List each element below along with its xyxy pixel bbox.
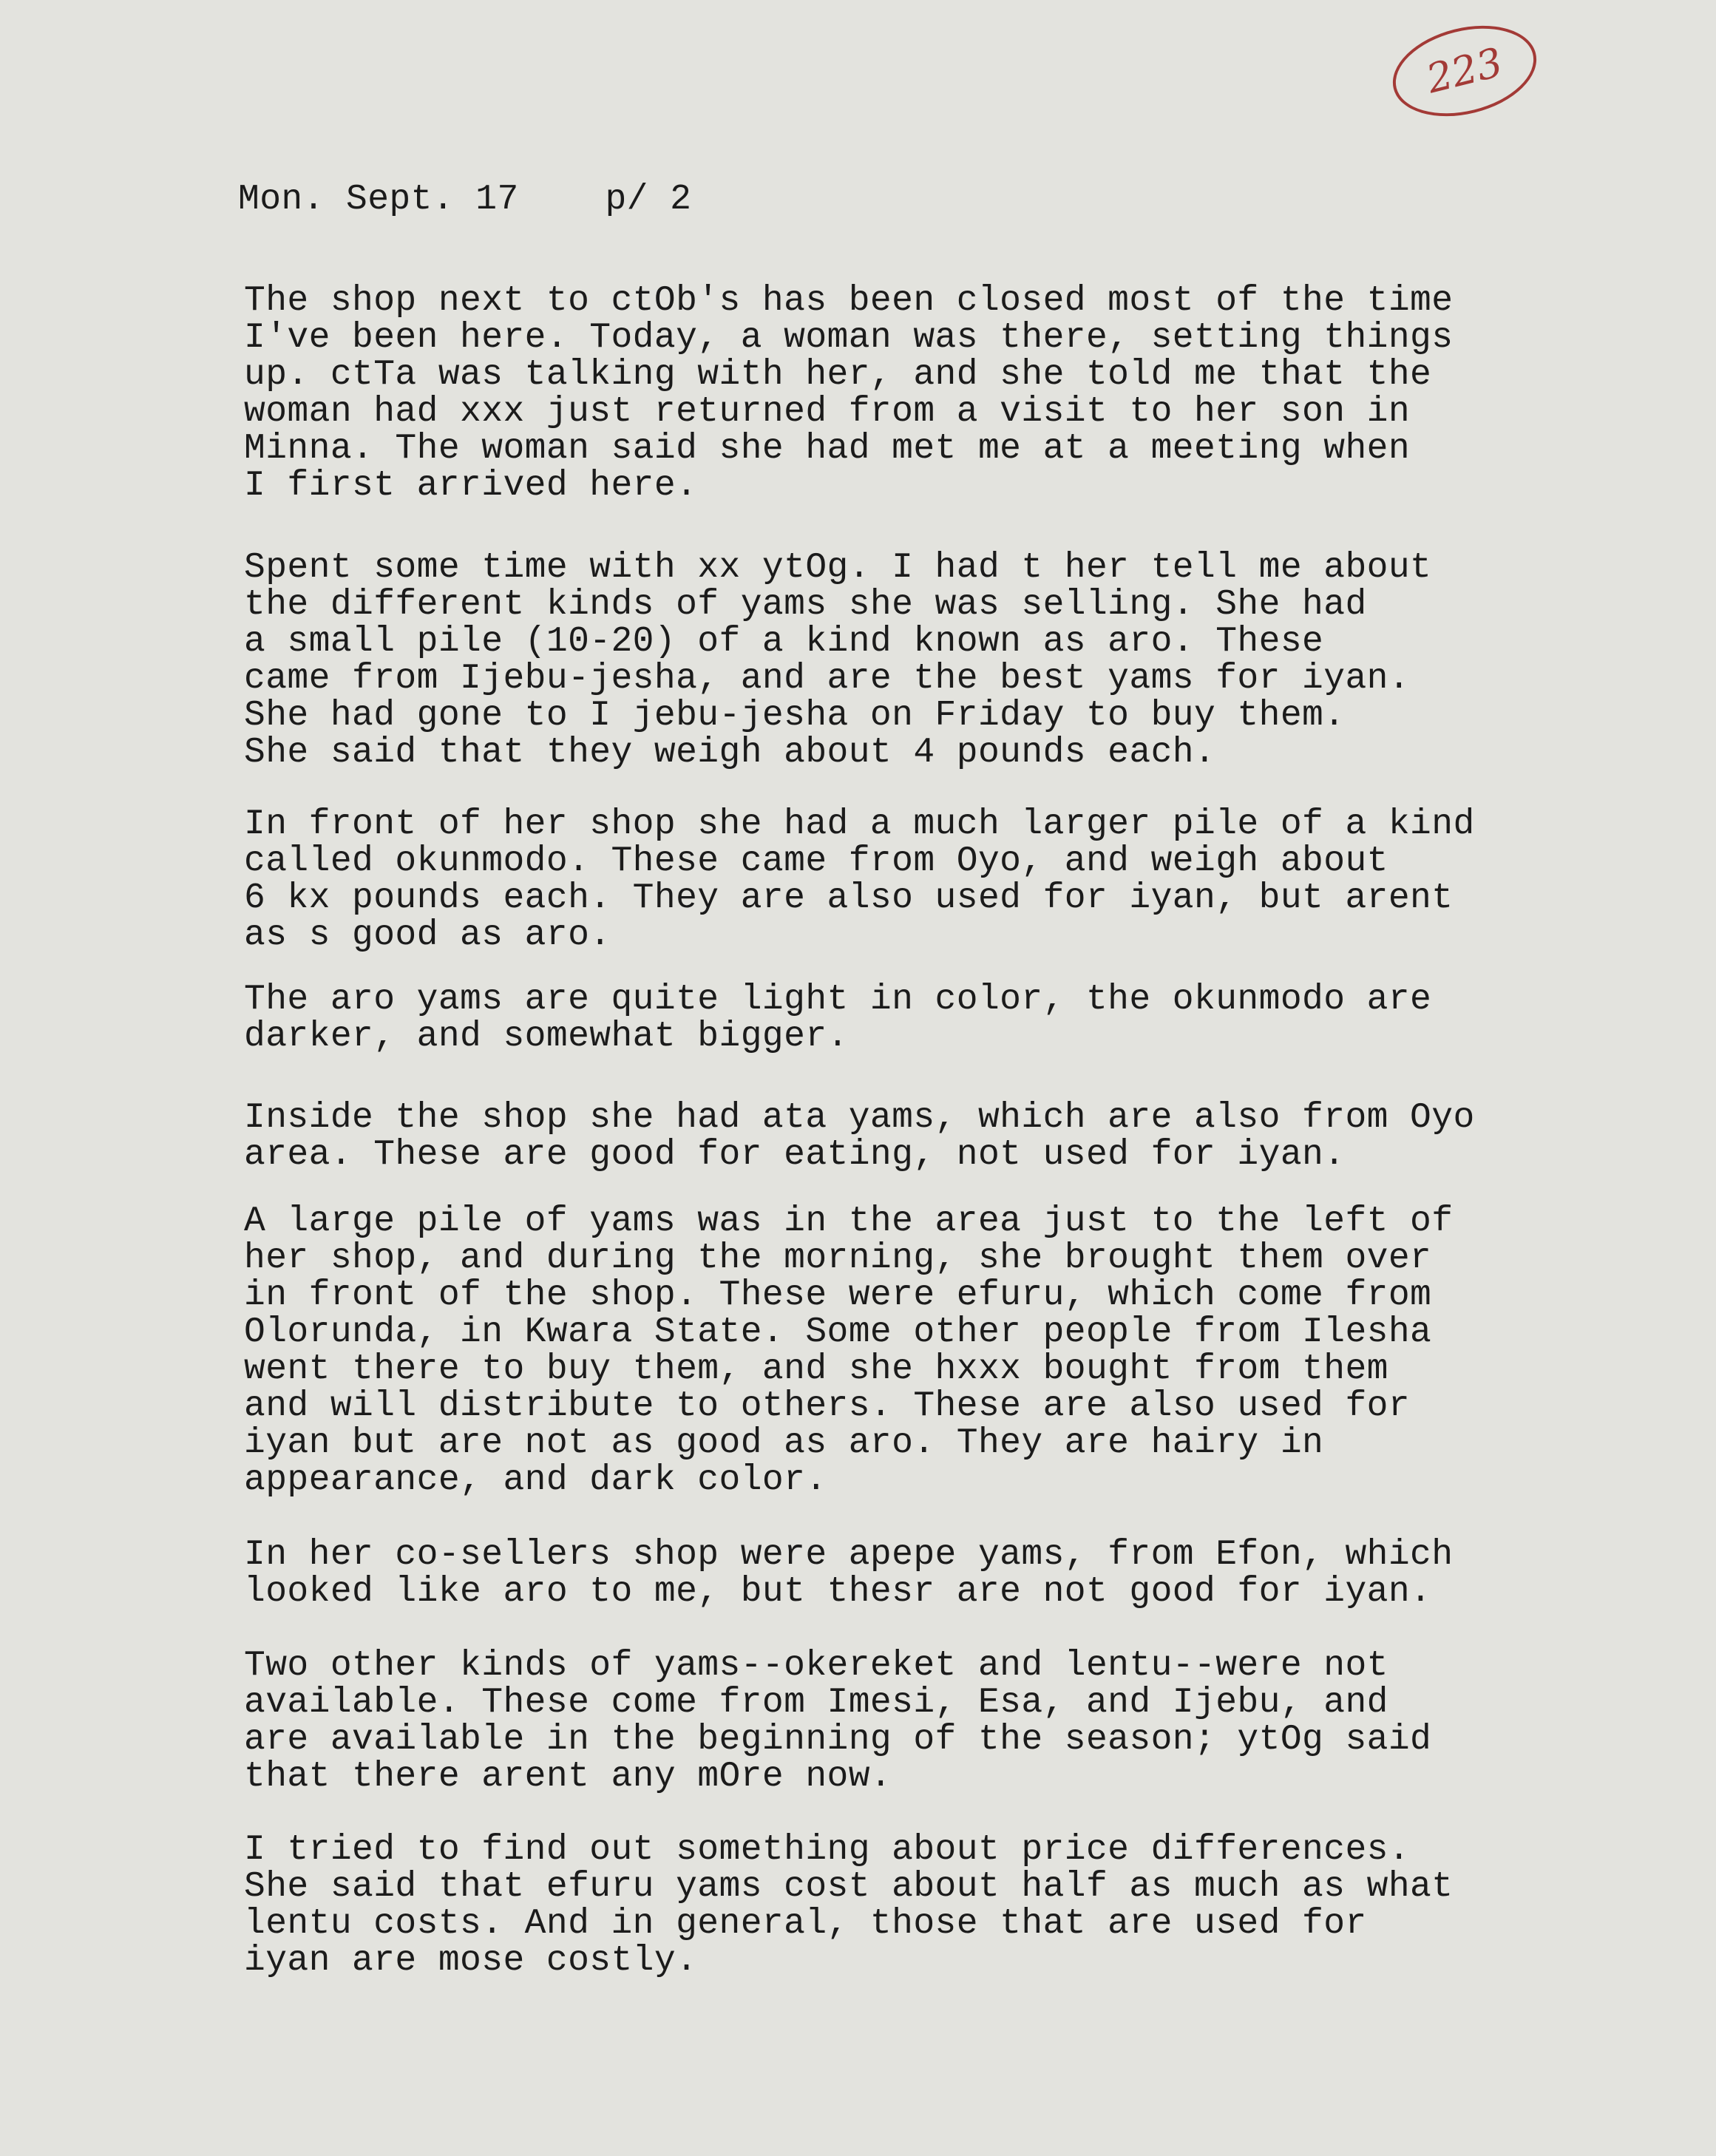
paragraph-7: In her co-sellers shop were apepe yams, from Efon, which looked like aro to me, but thesr are not good for iyan. [244,1535,1454,1612]
paragraph-5: Inside the shop she had ata yams, which are also from Oyo area. These are good for eating, not used for iyan. [244,1098,1475,1175]
paragraph-1: The shop next to ctOb's has been closed most of the time I've been here. Today, a woman was there, setting things up. ctTa was talking with her, and she told me that the woman had xxx just returned from a visit to her son in Minna. The woman said she had met me at a meeting when I first arrived here. [244,281,1454,506]
paragraph-4: The aro yams are quite light in color, the okunmodo are darker, and somewhat bigger. [244,980,1432,1057]
paragraph-3: In front of her shop she had a much larger pile of a kind called okunmodo. These came from Oyo, and weigh about 6 kx pounds each. They are also used for iyan, but arent as s good as aro. [244,804,1475,955]
paragraph-6: A large pile of yams was in the area just to the left of her shop, and during the morning, she brought them over in front of the shop. These were efuru, which come from Olorunda, in Kwara State. Some other people from Ilesha went there to buy them, and she hxxx bought from them and will distribute to others. These are also used for iyan but are not as good as aro. They are hairy in appearance, and dark color. [244,1201,1454,1500]
page-header: Mon. Sept. 17 p/ 2 [238,180,692,220]
paragraph-2: Spent some time with xx ytOg. I had t her tell me about the different kinds of yams she was selling. She had a small pile (10-20) of a kind known as aro. These came from Ijebu-jesha, and are the best yams for iyan. She had gone to I jebu-jesha on Friday to buy them. She said that they weigh about 4 pounds each. [244,548,1432,773]
paragraph-9: I tried to find out something about price differences. She said that efuru yams cost about half as much as what lentu costs. And in general, those that are used for iyan are mose costly. [244,1830,1454,1981]
page-number-annotation: 223 [1383,12,1546,130]
paragraph-8: Two other kinds of yams--okereket and lentu--were not available. These come from Imesi, Esa, and Ijebu, and are available in the beginning of the season; ytOg said that there arent any mOre now. [244,1646,1432,1797]
